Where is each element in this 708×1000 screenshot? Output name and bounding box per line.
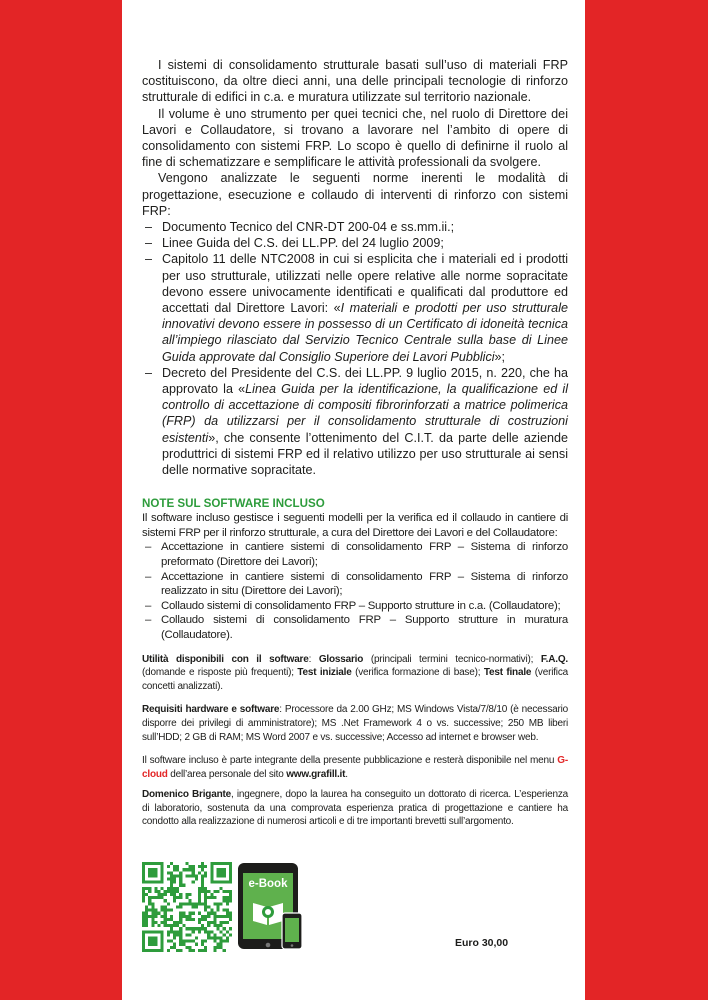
- norm-item-1: – Documento Tecnico del CNR-DT 200-04 e ss.mm.ii.;: [142, 219, 568, 235]
- notes-section: [142, 511, 568, 642]
- utility-glossary: Glossario: [318, 653, 364, 665]
- utility-faq: F.A.Q.: [540, 653, 568, 665]
- price-label: Euro 30,00: [455, 937, 509, 949]
- author-bio: [142, 788, 568, 829]
- utility-initial-test-desc: (verifica formazione di base);: [351, 667, 484, 679]
- utility-initial-test: Test iniziale: [297, 667, 352, 679]
- norm-item-3: [142, 251, 568, 364]
- notes-intro: Il software incluso gestisce i seguenti modelli per la verifica ed il collaudo in cantiere di sistemi FRP per il rinforzo strutturale, a cura del Direttore dei Lavori e del Collaudatore:: [142, 512, 568, 539]
- utility-faq-desc: (domande e risposte più frequenti);: [142, 667, 298, 679]
- software-text: Il software incluso è parte integrante della presente pubblicazione e resterà disponibile nel menu: [142, 755, 558, 767]
- norm-item-3-text: Capitolo 11 delle NTC2008 in cui si esplicita che i materiali ed i prodotti per uso strutturale, utilizzati nelle opere relative alle norme sopracitate devono essere univocamente identificati e qualificati dal produttore ed accettati dal Direttore Lavori: «: [162, 252, 568, 316]
- smartphone-icon: [282, 913, 302, 949]
- notes-list: [142, 540, 568, 642]
- notes-item-1: – Accettazione in cantiere sistemi di consolidamento FRP – Sistema di rinforzo preformato (Direttore dei Lavori);: [142, 540, 568, 569]
- utility-final-test: Test finale: [483, 667, 532, 679]
- author-text: , ingegnere, dopo la laurea ha conseguito un dottorato di ricerca. L’esperienza di laboratorio, sostenuta da una comprovata esperienza pratica di progettazione e cantiere ha condotto alla realizzazione di numerosi articoli e di tre importanti brevetti sull’argomento.: [142, 789, 569, 828]
- qr-code-icon: [142, 862, 232, 952]
- software-paragraph: [142, 754, 568, 781]
- requirements-paragraph: [142, 703, 568, 744]
- norm-item-3-end: »;: [494, 349, 506, 364]
- utilities-sep: :: [308, 653, 319, 665]
- requirements-text: : Processore da 2.00 GHz; MS Windows Vista/7/8/10 (è necessario disporre dei privilegi di amministratore); MS .Net Framework 4 o vs. successive; 250 MB liberi sull’HDD; 2 GB di RAM; MS Word 2007 e vs. successive; Accesso ad internet e browser web.: [142, 704, 568, 743]
- back-cover-content: [142, 57, 568, 781]
- ebook-tablet-icon: [236, 862, 304, 952]
- intro-text: [142, 57, 568, 478]
- website-link[interactable]: www.grafill.it: [286, 768, 346, 780]
- intro-paragraph-2: Il volume è uno strumento per quei tecnici che, nel ruolo di Direttore dei Lavori e Collaudatore, si trovano a lavorare nel l’ambito di opere di consolidamento con sistemi FRP. Lo scopo è quello di definirne il ruolo al fine di schematizzare e semplificare le attività professionali da svolgere.: [142, 106, 568, 170]
- norm-item-4-text: Decreto del Presidente del C.S. dei LL.PP. 9 luglio 2015, n. 220, che ha approvato la «: [162, 365, 568, 397]
- software-end: .: [345, 768, 348, 780]
- utility-final-test-desc: (verifica concetti analizzati).: [142, 667, 568, 692]
- software-text-2: dell’area personale del sito: [167, 768, 287, 780]
- utility-glossary-desc: (principali termini tecnico-normativi);: [363, 653, 541, 665]
- norm-item-4: [142, 365, 568, 478]
- notes-item-3: – Collaudo sistemi di consolidamento FRP – Supporto strutture in c.a. (Collaudatore);: [142, 599, 568, 614]
- ebook-label: e-Book: [248, 878, 288, 890]
- notes-item-4: – Collaudo sistemi di consolidamento FRP – Supporto strutture in muratura (Collaudatore).: [142, 613, 568, 642]
- notes-title: NOTE SUL SOFTWARE INCLUSO: [142, 497, 325, 511]
- intro-paragraph-3: Vengono analizzate le seguenti norme inerenti le modalità di progettazione, esecuzione e collaudo di interventi di rinforzo con sistemi FRP:: [142, 171, 568, 218]
- gcloud-label: G-cloud: [142, 755, 568, 780]
- utilities-label: Utilità disponibili con il software: [142, 653, 309, 665]
- author-name: Domenico Brigante: [142, 789, 231, 800]
- notes-item-2: – Accettazione in cantiere sistemi di consolidamento FRP – Sistema di rinforzo realizzato in situ (Direttore dei Lavori);: [142, 570, 568, 599]
- utilities-paragraph: [142, 653, 568, 694]
- norm-item-2: – Linee Guida del C.S. dei LL.PP. del 24 luglio 2009;: [142, 235, 568, 251]
- norm-item-4-quote: Linea Guida per la identificazione, la qualificazione ed il controllo di accettazione di compositi fibrorinforzati a matrice polimerica (FRP) da utilizzarsi per il consolidamento strutturale di costruzioni esistenti: [162, 382, 568, 445]
- intro-paragraph-1: I sistemi di consolidamento strutturale basati sull’uso di materiali FRP costituiscono, da oltre dieci anni, una delle principali tecnologie di rinforzo strutturale di edifici in c.a. e muratura utilizzate sul territorio nazionale.: [142, 58, 568, 105]
- norm-item-3-quote: I materiali e prodotti per uso strutturale innovativi devono essere in possesso di un Certificato di idoneità tecnica all’impiego rilasciato dal Servizio Tecnico Centrale sulla base di Linee Guida approvate dal Consiglio Superiore dei Lavori Pubblici: [162, 301, 568, 364]
- norm-item-4-end: », che consente l’ottenimento del C.I.T. da parte delle aziende produttrici di sistemi FRP ed il relativo utilizzo per uso strutturale ai sensi delle normative sopracitate.: [162, 430, 568, 478]
- norms-list: [142, 219, 568, 478]
- requirements-label: Requisiti hardware e software: [142, 704, 280, 716]
